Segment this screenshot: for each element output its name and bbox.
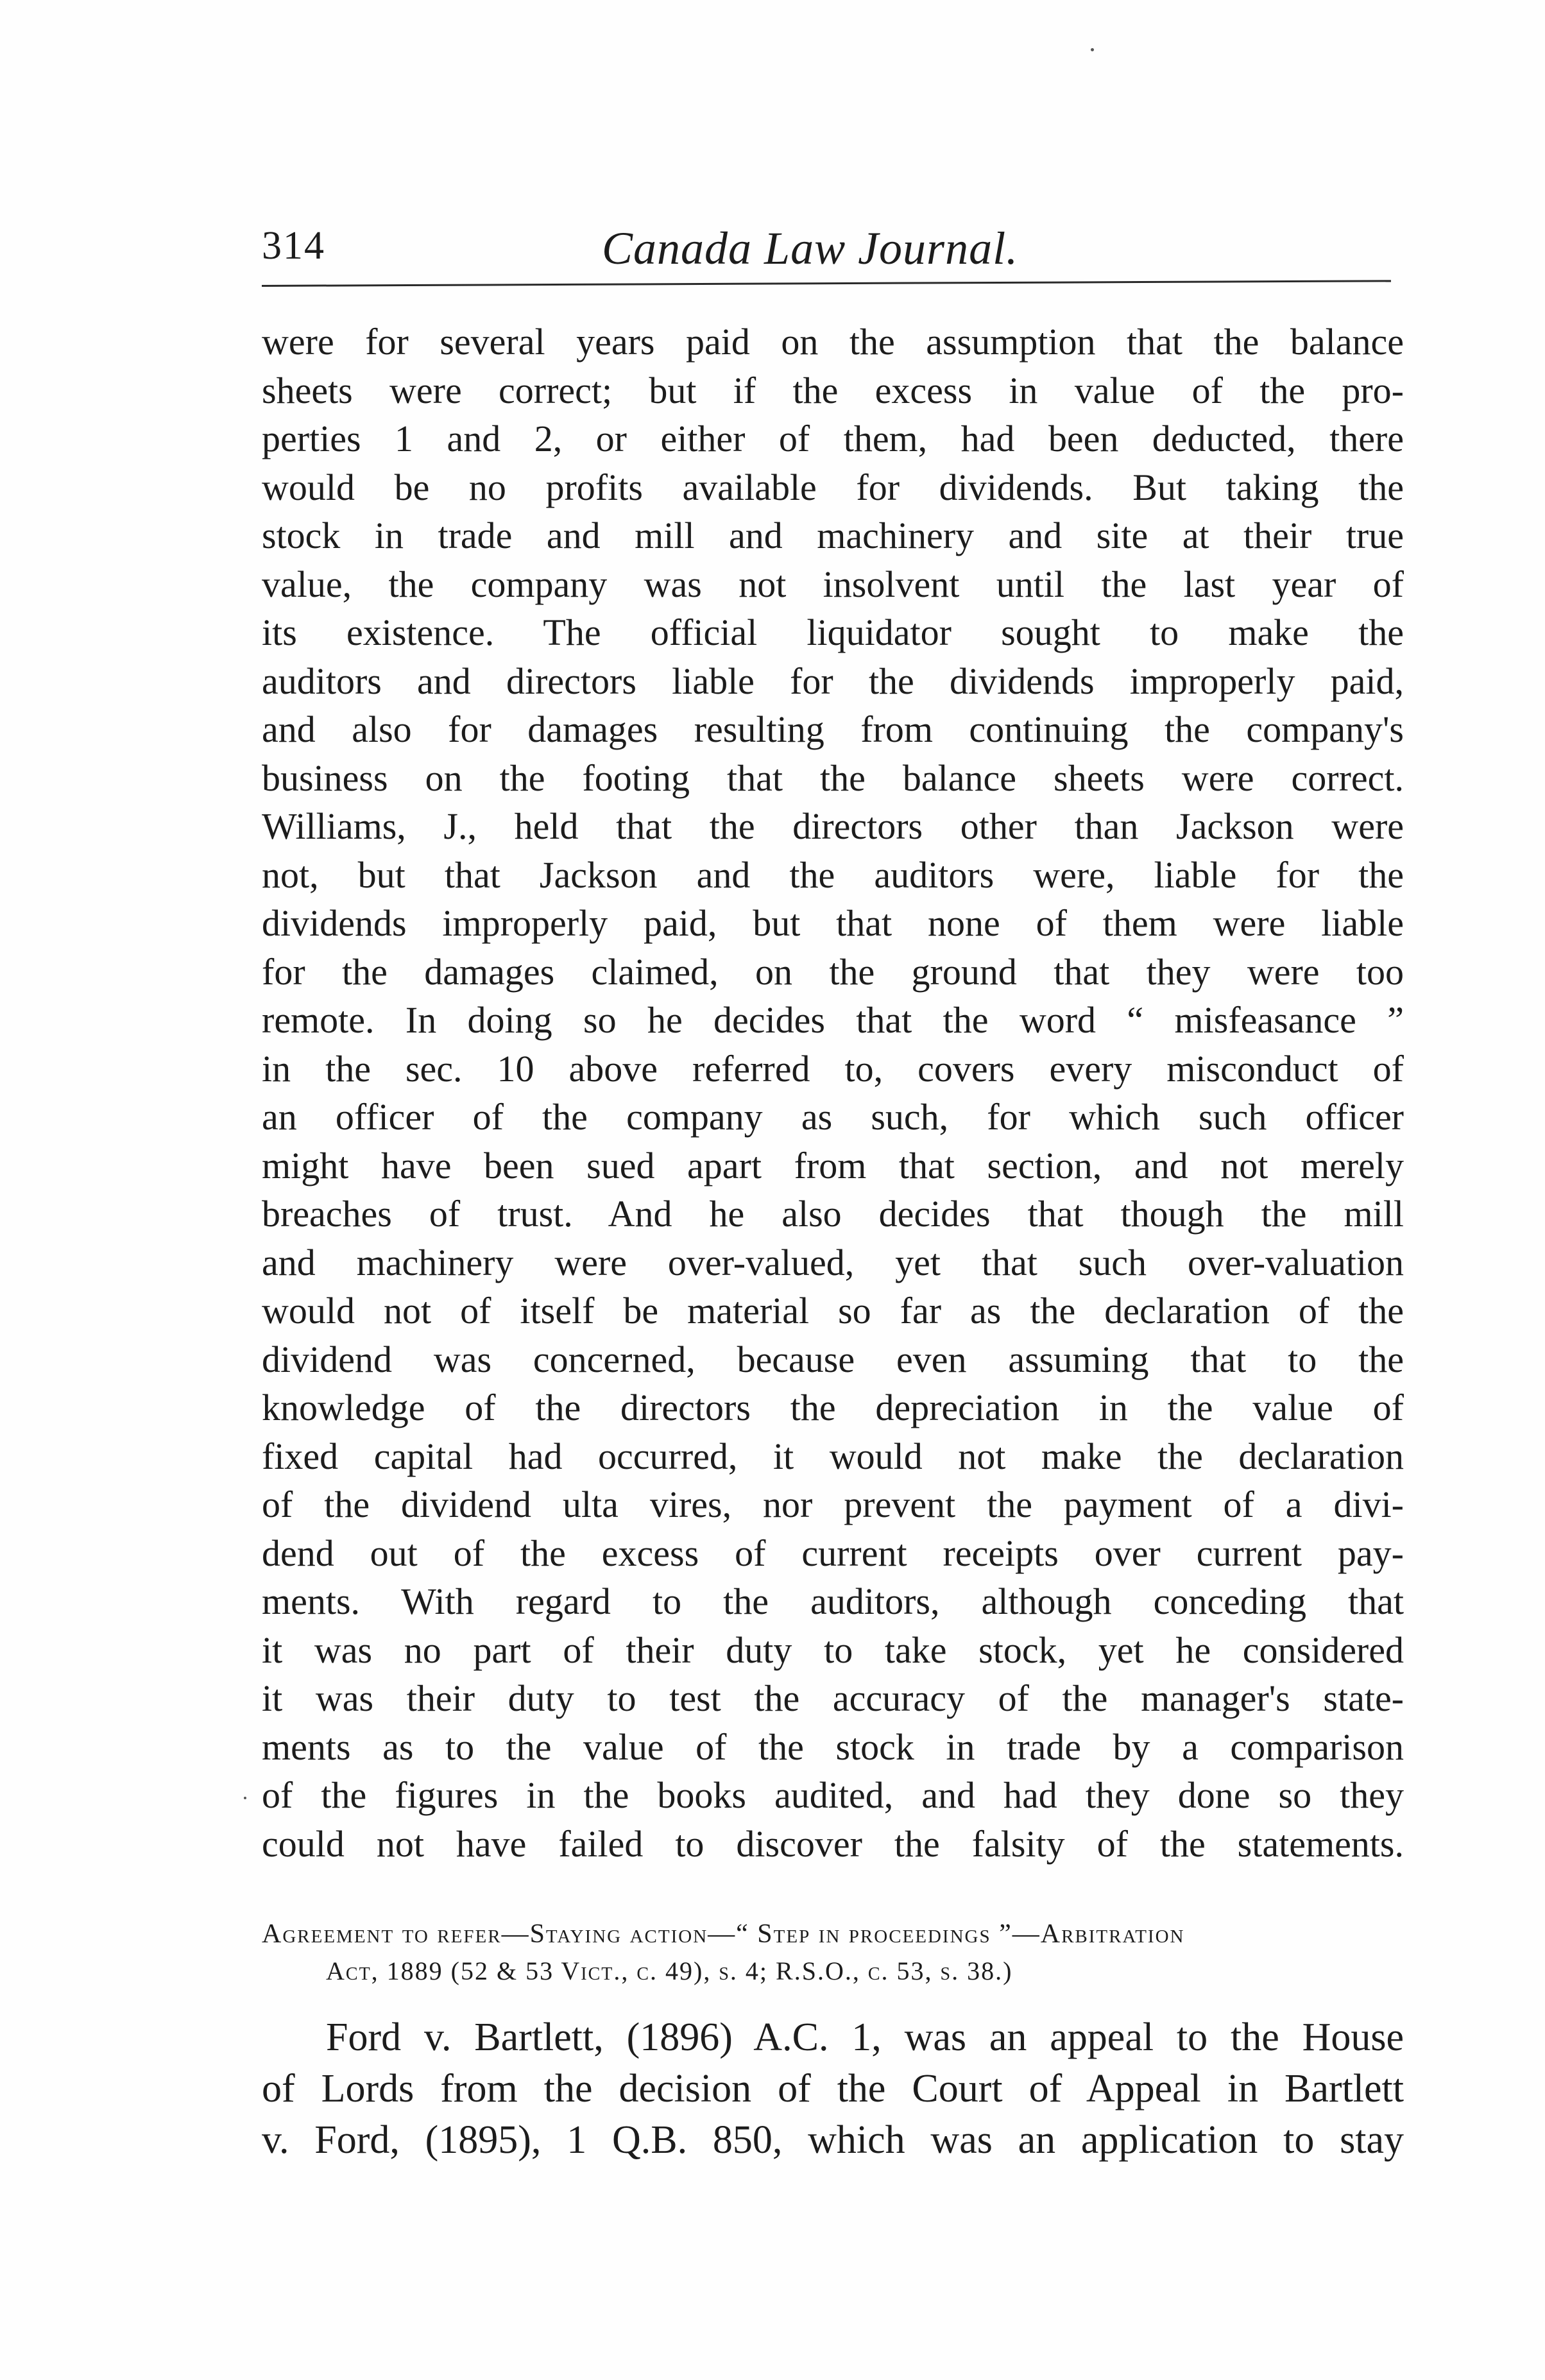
text-line: sheets were correct; but if the excess in value of the pro- [262,369,1404,411]
text-line: its existence. The official liquidator sought to make the [262,612,1404,653]
section-heading [262,1915,1404,1990]
text-line: perties 1 and 2, or either of them, had been deducted, there [262,418,1404,459]
text-line: in the sec. 10 above referred to, covers every misconduct of [262,1047,1404,1090]
text-line: it was no part of their duty to take stock, yet he considered [262,1629,1404,1671]
text-line: value, the company was not insolvent until the last year of [262,563,1404,605]
text-line: dend out of the excess of current receipts over current pay- [262,1532,1404,1574]
text-line: were for several years paid on the assumption that the balance [262,321,1404,363]
text-line: remote. In doing so he decides that the word “ misfeasance ” [262,999,1404,1041]
text-line: not, but that Jackson and the auditors were, liable for the [262,853,1404,896]
text-line: Williams, J., held that the directors other than Jackson were [262,805,1404,847]
text-line: an officer of the company as such, for which such officer [262,1096,1404,1138]
text-line: and also for damages resulting from continuing the company's [262,708,1404,750]
text-line: it was their duty to test the accuracy of the manager's state- [262,1677,1404,1719]
case-paragraph [262,2012,1404,2166]
text-line: of the dividend ulta vires, nor prevent the payment of a divi- [262,1484,1404,1525]
text-line: fixed capital had occurred, it would not make the declaration [262,1435,1404,1477]
text-line: stock in trade and mill and machinery and site at their true [262,515,1404,556]
text-line: might have been sued apart from that section, and not merely [262,1144,1404,1186]
body-paragraph [262,318,1404,1868]
paper-speck [244,1797,246,1799]
text-line: for the damages claimed, on the ground that they were too [262,950,1404,993]
text-line: would be no profits available for dividends. But taking the [262,466,1404,508]
text-line: auditors and directors liable for the dividends improperly paid, [262,660,1404,702]
section-heading-line: Act, 1889 (52 & 53 Vict., c. 49), s. 4; R.S.O., c. 53, s. 38.) [326,1956,1013,1985]
text-line: business on the footing that the balance sheets were correct. [262,757,1404,799]
section-heading-line: Agreement to refer—Staying action—“ Step in proceedings ”—Arbitration [262,1919,1185,1949]
text-line: could not have failed to discover the falsity of the statements. [262,1822,1404,1865]
case-text-line: Ford v. Bartlett, (1896) A.C. 1, was an appeal to the House [326,2016,1404,2059]
running-title: Canada Law Journal. [602,223,1019,274]
text-line: would not of itself be material so far as the declaration of the [262,1290,1404,1331]
page-number: 314 [262,224,325,268]
paper-speck [1091,48,1094,51]
text-line: and machinery were over-valued, yet that such over-valuation [262,1241,1404,1283]
text-line: breaches of trust. And he also decides that though the mill [262,1193,1404,1235]
page-header [262,218,1404,295]
text-line: ments. With regard to the auditors, although conceding that [262,1580,1404,1622]
text-line: of the figures in the books audited, and had they done so they [262,1774,1404,1816]
text-line: knowledge of the directors the depreciation in the value of [262,1387,1404,1428]
case-text-line: v. Ford, (1895), 1 Q.B. 850, which was an application to stay [262,2118,1404,2162]
text-line: dividends improperly paid, but that none of them were liable [262,902,1404,944]
text-line: dividend was concerned, because even assuming that to the [262,1338,1404,1380]
case-text-line: of Lords from the decision of the Court of Appeal in Bartlett [262,2067,1404,2110]
header-rule [262,280,1391,287]
text-line: ments as to the value of the stock in trade by a comparison [262,1725,1404,1768]
